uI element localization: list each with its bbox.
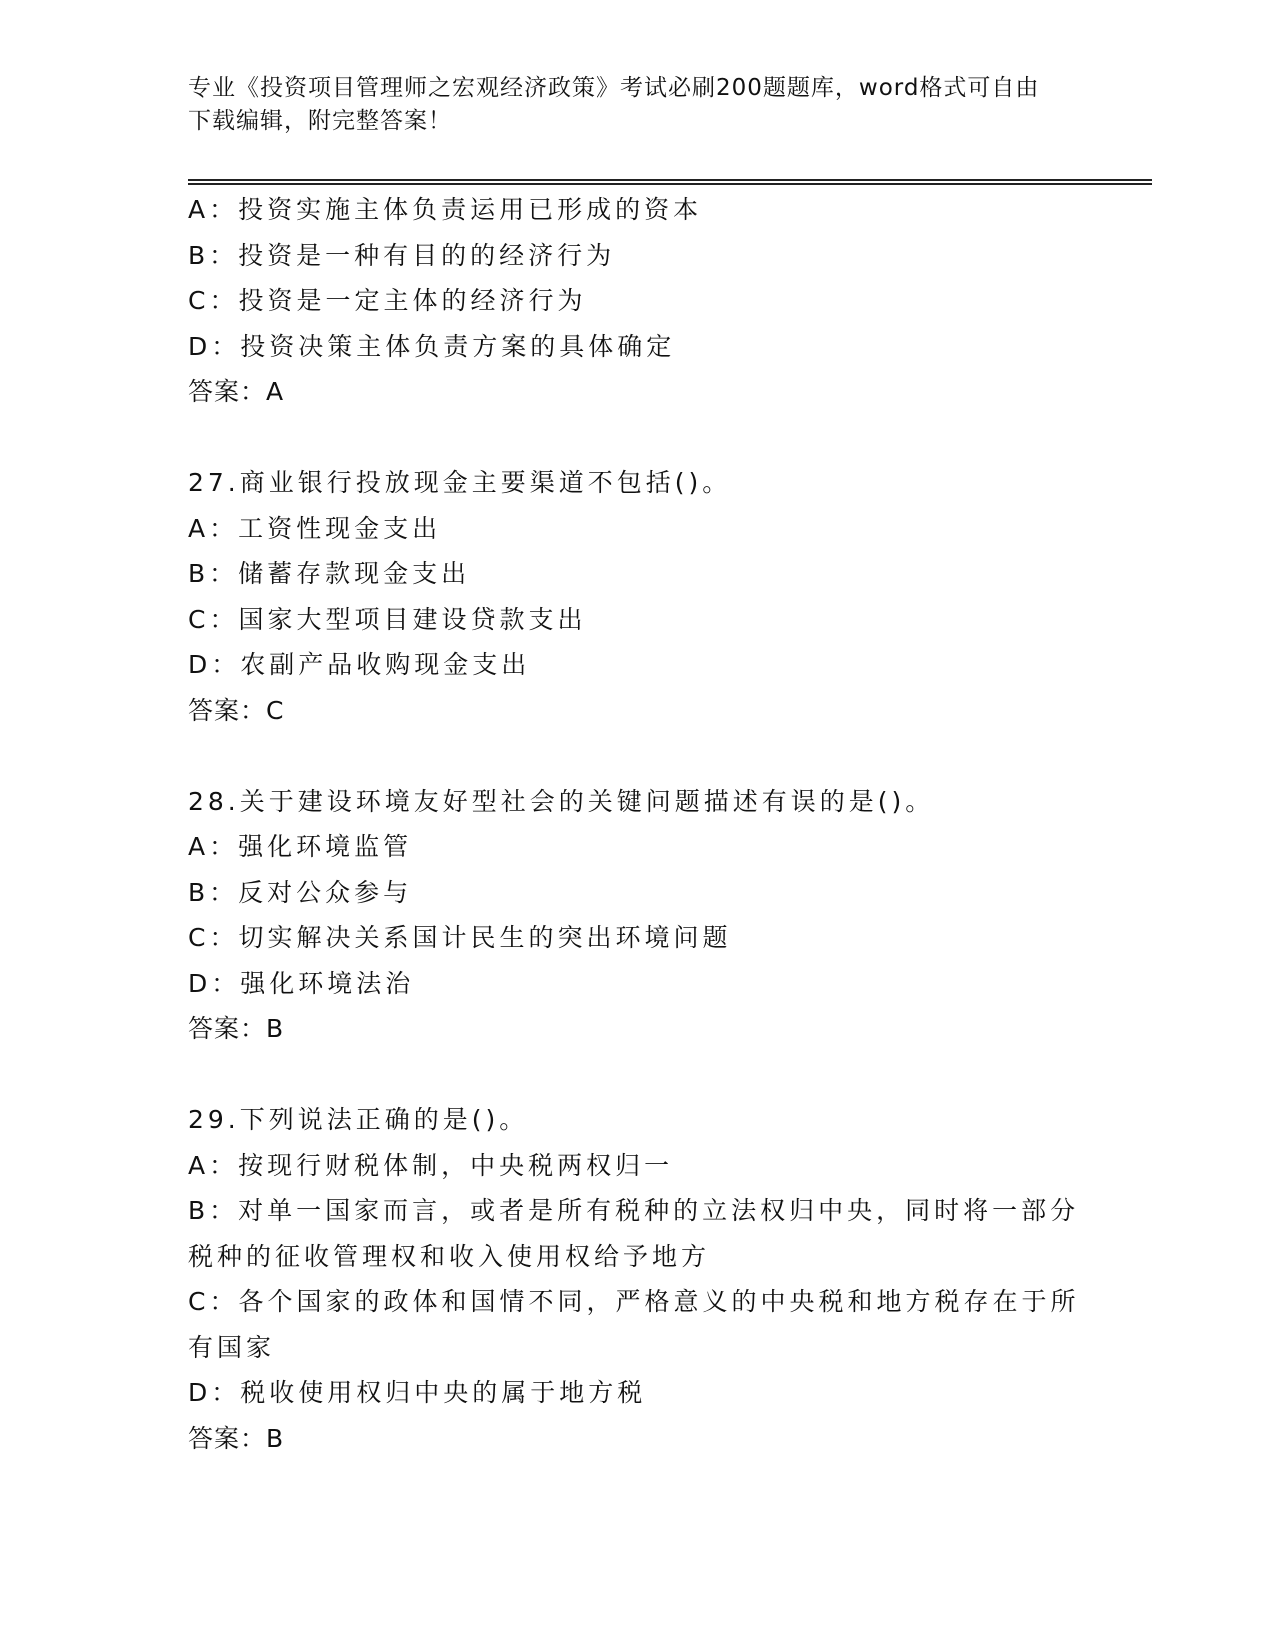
option-d: D：农副产品收购现金支出 (188, 650, 531, 679)
option-d: D：投资决策主体负责方案的具体确定 (188, 331, 676, 361)
question-block-28 (188, 779, 1088, 1052)
question-block-26 (188, 187, 1088, 415)
option-c: C：投资是一定主体的经济行为 (188, 286, 587, 315)
option-c: C：切实解决关系国计民生的突出环境问题 (188, 923, 732, 952)
header-divider-bottom (188, 183, 1152, 185)
option-b-line-1: B：对单一国家而言，或者是所有税种的立法权归中央，同时将一部分 (188, 1196, 1080, 1225)
question-text: 29.下列说法正确的是()。 (188, 1105, 529, 1134)
option-d: D：强化环境法治 (188, 968, 415, 998)
option-a: A：按现行财税体制，中央税两权归一 (188, 1150, 674, 1180)
question-block-27 (188, 460, 1088, 733)
option-d: D：税收使用权归中央的属于地方税 (188, 1378, 647, 1407)
spacer (188, 1052, 1088, 1098)
spacer (188, 733, 1088, 779)
answer-line: 答案：A (188, 377, 285, 406)
option-b: B：储蓄存款现金支出 (188, 559, 471, 588)
header-divider-top (188, 179, 1152, 181)
answer-line: 答案：C (188, 695, 285, 725)
document-header (188, 72, 1088, 138)
option-a: A：强化环境监管 (188, 832, 413, 861)
question-text: 27.商业银行投放现金主要渠道不包括()。 (188, 468, 732, 497)
option-b: B：投资是一种有目的的经济行为 (188, 240, 616, 270)
header-line-1: 专业《投资项目管理师之宏观经济政策》考试必刷200题题库，word格式可自由 (188, 75, 1040, 101)
answer-line: 答案：B (188, 1014, 285, 1043)
spacer (188, 415, 1088, 461)
option-a: A：工资性现金支出 (188, 513, 442, 543)
option-b: B：反对公众参与 (188, 877, 413, 907)
question-text: 28.关于建设环境友好型社会的关键问题描述有误的是()。 (188, 786, 935, 816)
option-a: A：投资实施主体负责运用已形成的资本 (188, 195, 703, 224)
option-c-line-1: C：各个国家的政体和国情不同，严格意义的中央税和地方税存在于所 (188, 1287, 1080, 1316)
answer-line: 答案：B (188, 1423, 285, 1453)
header-line-2: 下载编辑，附完整答案！ (188, 108, 452, 134)
option-c-line-2: 有国家 (188, 1332, 276, 1362)
option-c: C：国家大型项目建设贷款支出 (188, 604, 587, 634)
option-b-line-2: 税种的征收管理权和收入使用权给予地方 (188, 1241, 711, 1271)
question-list (188, 187, 1088, 1461)
question-block-29 (188, 1097, 1088, 1461)
